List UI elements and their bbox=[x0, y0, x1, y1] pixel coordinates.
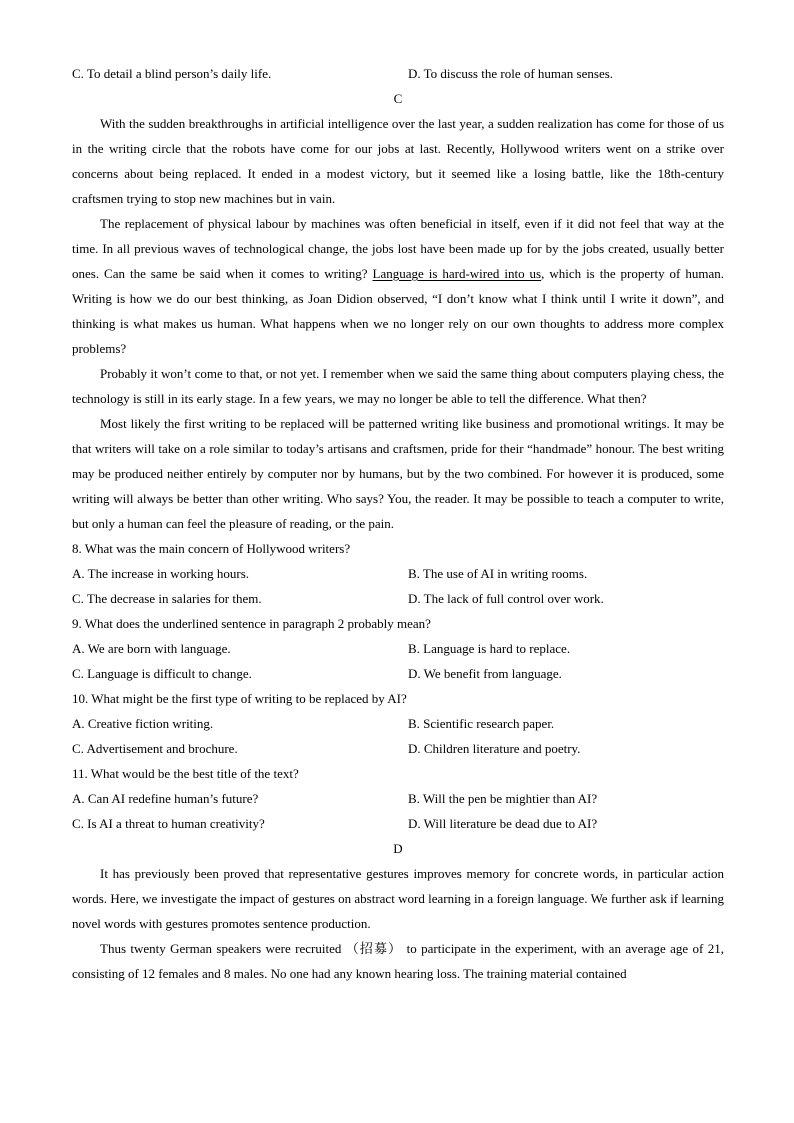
option-row bbox=[72, 661, 724, 686]
section-c-heading: C bbox=[393, 91, 403, 106]
section-d-heading: D bbox=[393, 841, 403, 856]
option-d: D. Children literature and poetry. bbox=[408, 741, 581, 756]
option-d: D. Will literature be dead due to AI? bbox=[408, 816, 598, 831]
option-c: C. Language is difficult to change. bbox=[72, 666, 252, 681]
question-stem: 9. What does the underlined sentence in paragraph 2 probably mean? bbox=[72, 616, 431, 631]
option-a: A. Can AI redefine human’s future? bbox=[72, 791, 259, 806]
option-row bbox=[72, 586, 724, 611]
question-stem: 8. What was the main concern of Hollywood writers? bbox=[72, 541, 351, 556]
option-a: A. We are born with language. bbox=[72, 641, 231, 656]
option-d: D. We benefit from language. bbox=[408, 666, 562, 681]
option-row bbox=[72, 636, 724, 661]
prev-question-options bbox=[72, 61, 724, 86]
page-content bbox=[72, 61, 724, 986]
passage-c-paragraph-1: With the sudden breakthroughs in artificial intelligence over the last year, a sudden realization has come for those of us in the writing circle that the robots have come for our jobs at last. Recently, Hollywood writers went on a strike over concerns about being replaced. It ended in a modest victory, but it seemed like a losing battle, like the 18th-century craftsmen trying to stop new machines but in vain. bbox=[72, 116, 724, 206]
underlined-sentence: Language is hard-wired into us bbox=[372, 266, 542, 281]
option-row bbox=[72, 561, 724, 586]
passage-c-paragraph-4: Most likely the first writing to be replaced will be patterned writing like business and promotional writings. It may be that writers will take on a role similar to today’s artisans and craftsmen, pride for their “handmade” honour. The best writing may be produced neither entirely by computer nor by humans, but by the two combined. For however it is produced, some writing will always be better than other writing. Who says? You, the reader. It may be possible to teach a computer to write, but only a human can feel the pleasure of reading, or the pain. bbox=[72, 416, 724, 531]
option-b: B. Scientific research paper. bbox=[408, 716, 555, 731]
question-10 bbox=[72, 686, 724, 761]
option-b: B. Will the pen be mightier than AI? bbox=[408, 791, 598, 806]
question-8 bbox=[72, 536, 724, 611]
option-d: D. To discuss the role of human senses. bbox=[408, 66, 614, 81]
question-stem: 11. What would be the best title of the text? bbox=[72, 766, 299, 781]
question-11 bbox=[72, 761, 724, 836]
passage-c-paragraph-3: Probably it won’t come to that, or not yet. I remember when we said the same thing about computers playing chess, the technology is still in its early stage. In a few years, we may no longer be able to tell the difference. What then? bbox=[72, 366, 724, 406]
passage-d-paragraph-2: Thus twenty German speakers were recruited （招募） to participate in the experiment, with an average age of 21, consisting of 12 females and 8 males. No one had any known hearing loss. The training material contained bbox=[72, 941, 724, 981]
paragraph-2-text-after: , which is the property of human. Writing is how we do our best thinking, as Joan Didion observed, “I don’t know what I think until I write it down”, and thinking is what makes us human. What happens when we no longer rely on our own thoughts to address more complex problems? bbox=[72, 266, 724, 356]
passage-d-paragraph-1: It has previously been proved that representative gestures improves memory for concrete words, in particular action words. Here, we investigate the impact of gestures on abstract word learning in a foreign language. We further ask if learning novel words with gestures promotes sentence production. bbox=[72, 866, 724, 931]
option-c: C. To detail a blind person’s daily life. bbox=[72, 66, 272, 81]
option-row bbox=[72, 811, 724, 836]
section-d-passage bbox=[72, 861, 724, 986]
option-a: A. The increase in working hours. bbox=[72, 566, 250, 581]
question-9 bbox=[72, 611, 724, 686]
option-row bbox=[72, 736, 724, 761]
option-c: C. The decrease in salaries for them. bbox=[72, 591, 262, 606]
option-row bbox=[72, 711, 724, 736]
passage-c-paragraph-2 bbox=[72, 211, 724, 361]
section-c-passage bbox=[72, 111, 724, 536]
option-a: A. Creative fiction writing. bbox=[72, 716, 214, 731]
option-b: B. Language is hard to replace. bbox=[408, 641, 571, 656]
question-stem: 10. What might be the first type of writing to be replaced by AI? bbox=[72, 691, 407, 706]
paragraph-2-text-before: The replacement of physical labour by machines was often beneficial in itself, even if it did not feel that way at the time. In all previous waves of technological change, the jobs lost have been made up for by the jobs created, usually better ones. Can the same be said when it comes to writing? bbox=[72, 216, 724, 281]
option-b: B. The use of AI in writing rooms. bbox=[408, 566, 588, 581]
option-c: C. Advertisement and brochure. bbox=[72, 741, 238, 756]
option-d: D. The lack of full control over work. bbox=[408, 591, 604, 606]
option-c: C. Is AI a threat to human creativity? bbox=[72, 816, 265, 831]
option-row bbox=[72, 786, 724, 811]
